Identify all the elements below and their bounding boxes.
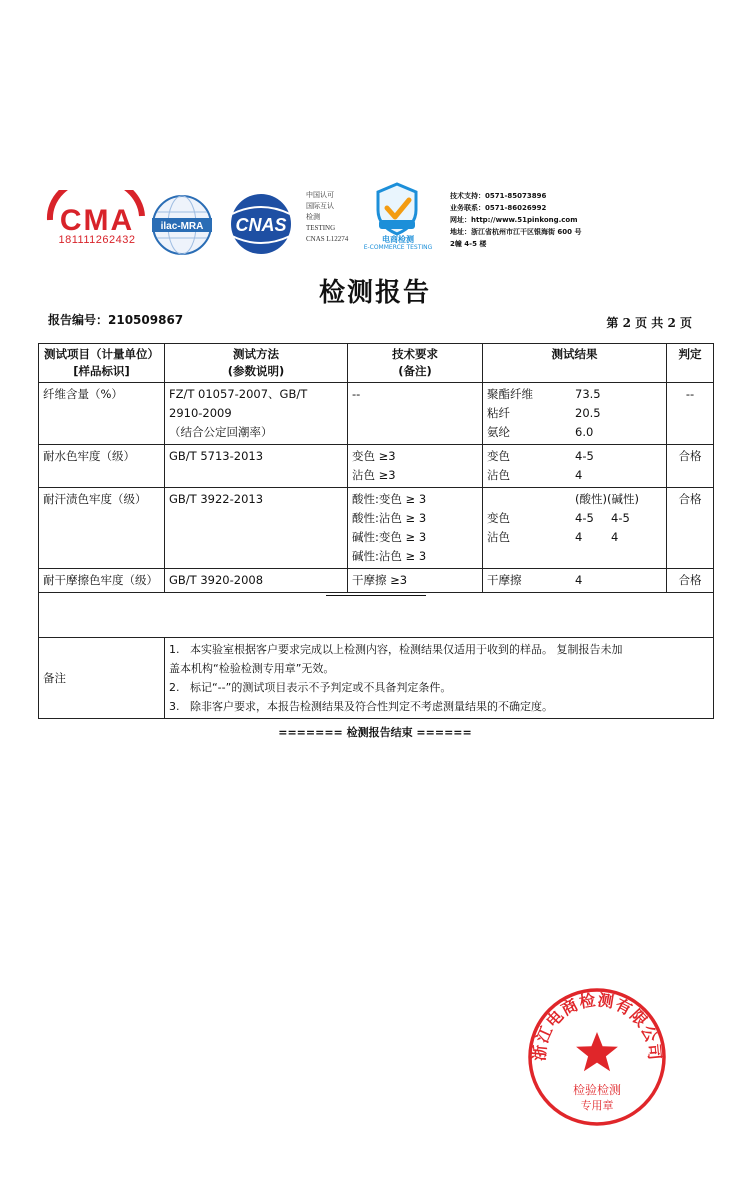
ec-name: 电商检测 (382, 235, 414, 244)
report-number: 报告编号：210509867 (48, 313, 184, 327)
item-cell: 耐汗渍色牢度（级） (39, 488, 165, 569)
report-title: 检测报告 (318, 278, 431, 308)
seal-line1: 检验检测 (572, 1083, 622, 1097)
item-cell: 耐水色牢度（级） (39, 445, 165, 488)
table-row (39, 488, 714, 569)
requirement-cell: 变色 ≥3 沾色 ≥3 (348, 445, 483, 488)
seal-line2: 专用章 (580, 1099, 614, 1112)
table-header-row (39, 344, 714, 383)
table-row (39, 383, 714, 445)
seal-company: 浙江电商检测有限公司 (529, 990, 665, 1062)
requirement-cell: 酸性:变色 ≥ 3 酸性:沾色 ≥ 3 碱性:变色 ≥ 3 碱性:沾色 ≥ 3 (348, 488, 483, 569)
contact-info (450, 190, 582, 250)
cnas-info-line: CNAS L12274 (306, 235, 349, 243)
remarks-text (165, 638, 714, 719)
judgement-cell: -- (667, 383, 714, 445)
header-item: 测试项目（计量单位） [样品标识] (39, 344, 165, 383)
report-end-marker: ======= 检测报告结束 ====== (278, 726, 472, 739)
header-result: 测试结果 (483, 344, 667, 383)
contact-line: 技术支持：0571-85073896 (450, 192, 547, 200)
contact-line: 业务联系：0571-86026992 (450, 204, 547, 212)
method-cell: FZ/T 01057-2007、GB/T 2910-2009 （结合公定回潮率） (165, 383, 348, 445)
contact-line: 网址：http://www.51pinkong.com (450, 216, 578, 224)
cma-text: CMA (59, 204, 135, 237)
requirement-cell: 干摩擦 ≥3 (348, 569, 483, 593)
remark-line: 1. 本实验室根据客户要求完成以上检测内容，检测结果仅适用于收到的样品。 复制报告未加 (169, 643, 623, 656)
method-cell: GB/T 5713-2013 (165, 445, 348, 488)
table-row (39, 569, 714, 593)
table-row (39, 445, 714, 488)
cnas-info-line: 国际互认 (306, 202, 334, 210)
cnas-info-line: 检测 (306, 213, 320, 221)
divider-row (39, 593, 714, 638)
header-judgement: 判定 (667, 344, 714, 383)
ilac-text: ilac-MRA (160, 221, 204, 232)
result-cell: 聚酯纤维 73.5 粘纤 20.5 氨纶 6.0 (483, 383, 667, 445)
result-cell: 变色 4-5 沾色 4 (483, 445, 667, 488)
cnas-logo (220, 192, 302, 256)
separator-line (326, 595, 426, 596)
official-seal-stamp (526, 986, 668, 1128)
header-requirement: 技术要求 (备注) (348, 344, 483, 383)
cnas-info (306, 190, 348, 245)
judgement-cell: 合格 (667, 569, 714, 593)
seal-star-icon (576, 1032, 618, 1071)
contact-line: 地址：浙江省杭州市江干区银海街 600 号 (450, 228, 582, 236)
cnas-info-line: TESTING (306, 224, 336, 232)
method-cell: GB/T 3920-2008 (165, 569, 348, 593)
test-results-table (38, 343, 714, 719)
remarks-row (39, 638, 714, 719)
result-cell: (酸性)(碱性) 变色 4-5 4-5 沾色 4 4 (483, 488, 667, 569)
remark-line: 盖本机构“检验检测专用章”无效。 (169, 662, 335, 675)
header-method: 测试方法 (参数说明) (165, 344, 348, 383)
ilac-mra-logo (150, 194, 214, 256)
cnas-text: CNAS (235, 215, 287, 235)
divider-cell (39, 593, 714, 638)
method-cell: GB/T 3922-2013 (165, 488, 348, 569)
remark-line: 3. 除非客户要求，本报告检测结果及符合性判定不考虑测量结果的不确定度。 (169, 700, 553, 713)
page-number: 第 2 页 共 2 页 (606, 316, 692, 330)
ec-english: E-COMMERCE TESTING (363, 244, 433, 251)
result-cell: 干摩擦 4 (483, 569, 667, 593)
remark-line: 2. 标记“--”的测试项目表示不予判定或不具备判定条件。 (169, 681, 452, 694)
item-cell: 纤维含量（%） (39, 383, 165, 445)
requirement-cell: -- (348, 383, 483, 445)
remarks-label: 备注 (39, 638, 165, 719)
judgement-cell: 合格 (667, 445, 714, 488)
item-cell: 耐干摩擦色牢度（级） (39, 569, 165, 593)
cma-number: 181111262432 (58, 234, 136, 246)
contact-line: 2幢 4-5 楼 (450, 240, 487, 248)
ecommerce-testing-caption (353, 236, 443, 252)
header-logos (38, 180, 718, 260)
judgement-cell: 合格 (667, 488, 714, 569)
cnas-info-line: 中国认可 (306, 191, 334, 199)
